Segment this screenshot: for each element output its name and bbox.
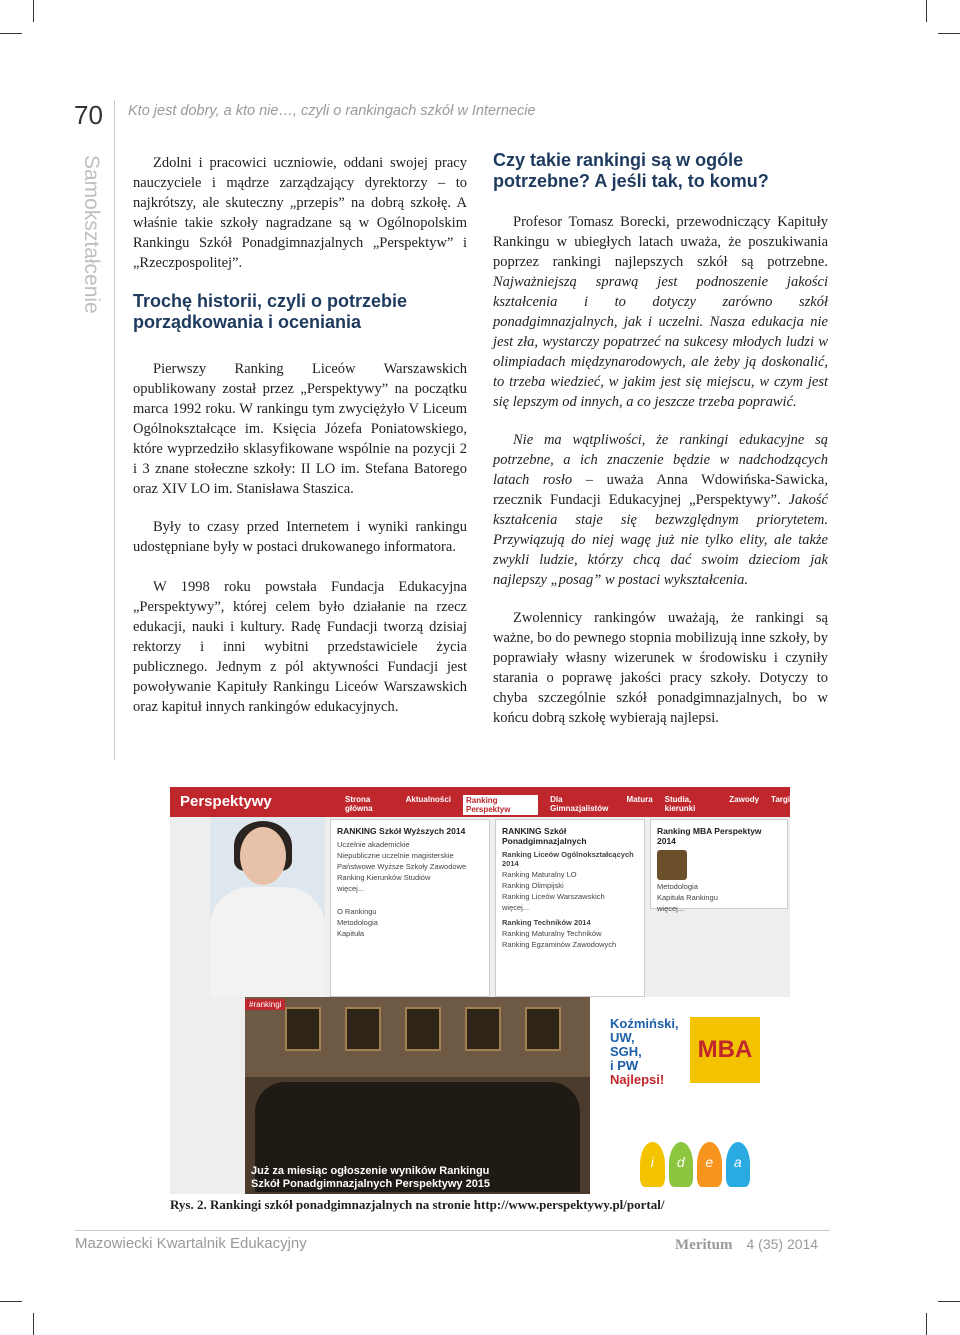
mba-logo: MBA xyxy=(690,1017,760,1083)
ranking-box-schools xyxy=(495,819,645,997)
box-subtitle: Ranking Liceów Ogólnokształcących 2014 xyxy=(502,850,634,868)
site-nav xyxy=(345,795,790,815)
mba-line: Najlepsi! xyxy=(610,1072,665,1087)
bulb-icon: a xyxy=(726,1142,751,1187)
box-link: Ranking Maturalny Techników xyxy=(502,929,602,938)
model-photo xyxy=(210,817,325,997)
box-link: Państwowe Wyższe Szkoły Zawodowe xyxy=(337,862,467,871)
footer-rule xyxy=(75,1230,830,1231)
box-link: Ranking Olimpijski xyxy=(502,881,564,890)
model-body xyxy=(210,887,325,997)
mba-badge xyxy=(657,850,687,880)
portrait-frame xyxy=(465,1007,501,1051)
ranking-box-universities xyxy=(330,819,490,997)
site-navbar xyxy=(170,787,790,817)
running-title: Kto jest dobry, a kto nie…, czyli o rankingach szkół w Internecie xyxy=(128,103,536,119)
menu-link: Metodologia xyxy=(337,918,378,927)
section-heading: Trochę historii, czyli o potrzebie porządkowania i oceniania xyxy=(133,291,408,332)
nav-item: Ranking Perspektyw xyxy=(463,795,538,815)
mba-line: Koźmiński, xyxy=(610,1016,679,1031)
portrait-frame xyxy=(285,1007,321,1051)
quote-text: Jakość kształcenia staje się bezwzględnym priorytetem. Przywiązują do niej wagę już nie tylko elity, ale także zwykli ludzie, którzy chcą dać swoim dzieciom jak najlepszy „posag” w postaci wykształcenia. xyxy=(493,492,828,588)
issue-number: 4 (35) 2014 xyxy=(746,1236,819,1252)
column-right xyxy=(493,150,828,746)
journal-name: Mazowiecki Kwartalnik Edukacyjny xyxy=(75,1235,307,1252)
menu-link: Kapituła xyxy=(337,929,365,938)
portrait-frame xyxy=(405,1007,441,1051)
crop-mark xyxy=(33,0,34,22)
column-left xyxy=(133,153,467,735)
crop-mark xyxy=(938,33,960,34)
paragraph: Zwolennicy rankingów uważają, że rankingi są ważne, bo do pewnego stopnia mobilizują inne szkoły, by poprawiały własny wizerunek w środowisku i czyniły starania o poprawę jakości pracy szkoły. Dotyczy to chyba szczególnie szkół ponadgimnazjalnych, bo w końcu dobrą szkołę wybierają najlepsi. xyxy=(493,610,828,726)
figure-caption: Rys. 2. Rankingi szkół ponadgimnazjalnych na stronie http://www.perspektywy.pl/portal/ xyxy=(170,1197,665,1212)
box-link: więcej... xyxy=(657,904,685,913)
menu-link: O Rankingu xyxy=(337,907,377,916)
mba-line: SGH, xyxy=(610,1044,642,1059)
mba-line: UW, xyxy=(610,1030,635,1045)
crop-mark xyxy=(0,33,22,34)
website-screenshot xyxy=(170,787,790,1194)
section-label xyxy=(76,155,104,335)
box-link: więcej... xyxy=(502,903,530,912)
crop-mark xyxy=(0,1301,22,1302)
nav-item: Strona główna xyxy=(345,795,373,813)
quote-text: Nie ma wątpliwości, że rankingi edukacyjne są potrzebne, a ich znaczenie będzie w nadchodzących latach rosło xyxy=(493,432,828,488)
quote-text: Najważniejszą sprawą jest podnoszenie jakości kształcenia i to dotyczy zarówno szkół ponadgimnazjalnych, jak i uczelni. Nasza edukacja nie jest zła, wystarczy popatrzeć na sukcesy młodych ludzi w olimpiadach międzynarodowych, ale żeby ją doskonalić, to trzeba wiedzieć, w jakim jest się miejscu, w czym jest się lepszym od innych, a co jeszcze trzeba poprawić. xyxy=(493,274,828,410)
group-photo xyxy=(245,997,590,1194)
bulb-icon: i xyxy=(640,1142,665,1187)
brand-name: Meritum xyxy=(675,1237,733,1253)
crop-mark xyxy=(938,1301,960,1302)
footer-issue xyxy=(675,1236,818,1254)
box-link: Ranking Maturalny LO xyxy=(502,870,577,879)
model-face xyxy=(240,827,286,885)
box-link: Ranking Kierunków Studiów xyxy=(337,873,431,882)
site-logo: Perspektywy xyxy=(180,793,272,810)
mba-banner xyxy=(590,997,790,1194)
nav-item: Studia, kierunki xyxy=(664,795,696,813)
mba-text xyxy=(610,1017,680,1093)
crop-mark xyxy=(926,0,927,22)
mba-line: i PW xyxy=(610,1058,639,1073)
section-heading: Czy takie rankingi są w ogóle potrzebne? A jeśli tak, to komu? xyxy=(493,150,769,191)
box-link: Kapituła Rankingu xyxy=(657,893,718,902)
photo-caption: Już za miesiąc ogłoszenie wyników Rankingu Szkół Ponadgimnazjalnych Perspektywy 2015 xyxy=(251,1165,491,1190)
paragraph: Pierwszy Ranking Liceów Warszawskich opublikowany został przez „Perspektywy” na początku marca 1992 roku. W rankingu tym zwyciężyło V Liceum Ogólnokształcące im. Księcia Józefa Poniatowskiego, które wyprzedziło sklasyfikowane wspólnie na pozycji 2 i 3 znane stołeczne szkoły: II LO im. Stefana Batorego oraz XIV LO im. Stanisława Staszica. xyxy=(133,361,467,497)
box-title: RANKING Szkół Ponadgimnazjalnych xyxy=(502,826,587,846)
box-link: więcej... xyxy=(337,884,365,893)
margin-rule xyxy=(114,100,115,760)
box-title: RANKING Szkół Wyższych 2014 xyxy=(337,826,466,836)
photo-tag: #rankingi xyxy=(245,999,285,1010)
nav-item: Matura xyxy=(626,795,653,804)
box-title: Ranking MBA Perspektyw 2014 xyxy=(657,826,762,846)
paragraph-text: – uważa Anna Wdowińska-Sawicka, rzecznik Fundacji Edukacyjnej „Perspektywy”. xyxy=(493,472,828,508)
bulb-icon: e xyxy=(697,1142,722,1187)
box-link: Metodologia xyxy=(657,882,698,891)
paragraph xyxy=(493,430,828,590)
nav-item: Targi xyxy=(771,795,790,804)
nav-item: Dla Gimnazjalistów xyxy=(550,795,609,813)
paragraph: Zdolni i pracowici uczniowie, oddani swojej pracy nauczyciele i mądrze zarządzający dyrektorzy – to najkrótszy, ale skuteczny „przepis” na dobrą szkołę. A właśnie takie szkoły nagradzane są w Ogólnopolskim Rankingu Szkół Ponadgimnazjalnych „Perspektyw” i „Rzeczpospolitej”. xyxy=(133,155,467,271)
box-link: Ranking Liceów Warszawskich xyxy=(502,892,605,901)
box-link: Niepubliczne uczelnie magisterskie xyxy=(337,851,454,860)
portrait-frame xyxy=(525,1007,561,1051)
paragraph xyxy=(493,212,828,412)
ranking-box-mba xyxy=(650,819,788,913)
crop-mark xyxy=(926,1313,927,1335)
paragraph-text: Profesor Tomasz Borecki, przewodniczący Kapituły Rankingu w ubiegłych latach uważa, że poszukiwania poprzez rankingi najlepszych szkół są potrzebne. xyxy=(493,214,828,270)
portrait-frame xyxy=(345,1007,381,1051)
paragraph: Były to czasy przed Internetem i wyniki rankingu udostępniane były w postaci drukowanego informatora. xyxy=(133,519,467,555)
box-link: Uczelnie akademickie xyxy=(337,840,410,849)
page-number: 70 xyxy=(74,100,103,130)
bulb-icon: d xyxy=(669,1142,694,1187)
box-subtitle: Ranking Techników 2014 xyxy=(502,918,591,927)
idea-bulbs xyxy=(640,1142,750,1187)
paragraph: W 1998 roku powstała Fundacja Edukacyjna „Perspektywy”, której celem było działanie na rzecz edukacji, nauki i kultury. Radę Fundacji tworzą dzisiaj rektorzy i inni wybitni przedstawiciele życia publicznego. Jednym z pól aktywności Fundacji jest powoływanie Kapituły Rankingu Liceów Warszawskich oraz kapituł innych rankingów edukacyjnych. xyxy=(133,579,467,715)
crop-mark xyxy=(33,1313,34,1335)
nav-item: Aktualności xyxy=(405,795,451,804)
section-label-text: Samokształcenie xyxy=(80,155,103,314)
nav-item: Zawody xyxy=(729,795,760,804)
box-link: Ranking Egzaminów Zawodowych xyxy=(502,940,617,949)
